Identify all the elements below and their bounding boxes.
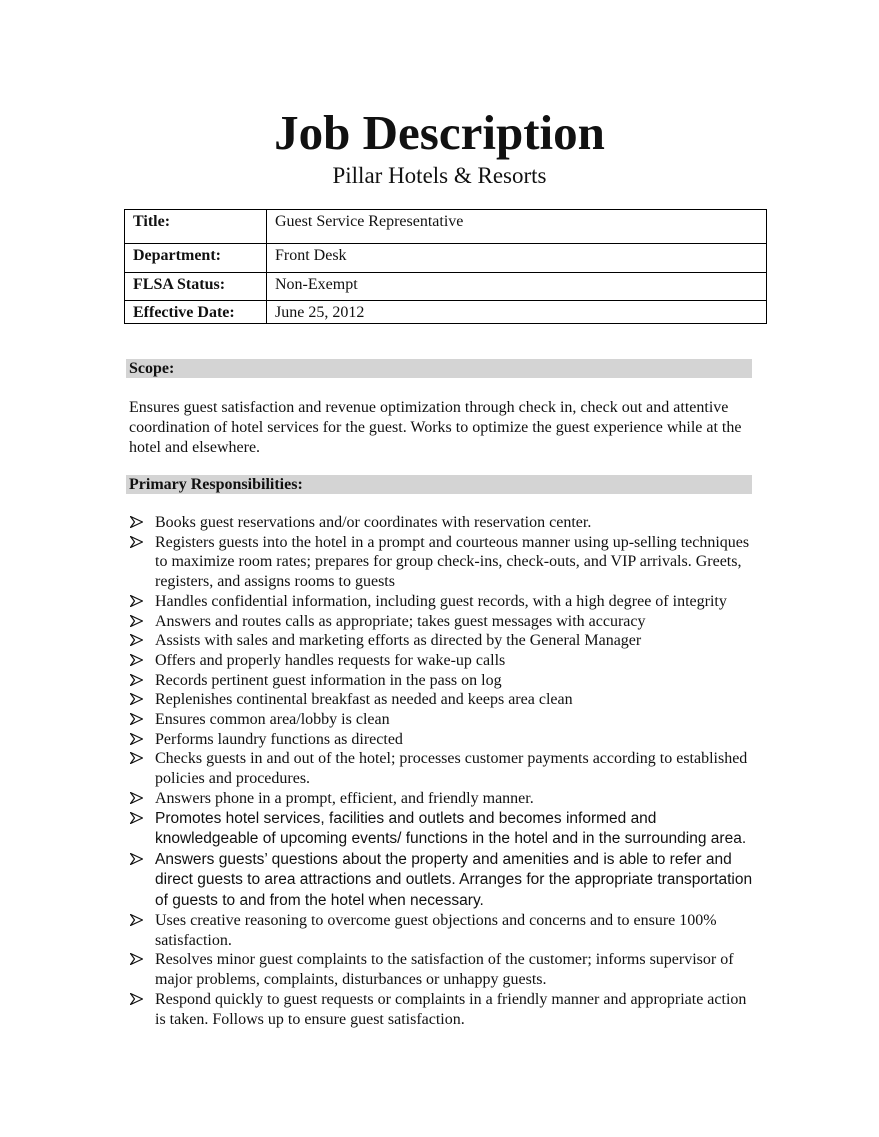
- job-info-table: [124, 209, 767, 324]
- list-item: Performs laundry functions as directed: [129, 730, 759, 750]
- company-name: Pillar Hotels & Resorts: [332, 163, 547, 188]
- title-value: Guest Service Representative: [267, 210, 767, 244]
- arrowhead-bullet-icon: [130, 595, 143, 607]
- list-item: Answers guests’ questions about the property and amenities and is able to refer and direct guests to area attractions and outlets. Arranges for the appropriate transportation of guests to and from the hotel when necessary.: [129, 850, 759, 912]
- document-title: Job Description: [274, 105, 605, 160]
- table-row: [125, 244, 767, 273]
- arrowhead-bullet-icon: [130, 693, 143, 705]
- arrowhead-bullet-icon: [130, 853, 143, 865]
- arrowhead-bullet-icon: [130, 792, 143, 804]
- scope-heading: Scope:: [126, 359, 752, 378]
- responsibilities-list: [129, 513, 759, 1029]
- department-value: Front Desk: [267, 244, 767, 273]
- list-item: Checks guests in and out of the hotel; processes customer payments according to established policies and procedures.: [129, 749, 759, 788]
- title-label: Title:: [125, 210, 267, 244]
- arrowhead-bullet-icon: [130, 674, 143, 686]
- responsibilities-heading: Primary Responsibilities:: [126, 475, 752, 494]
- flsa-status-value: Non-Exempt: [267, 273, 767, 301]
- department-label: Department:: [125, 244, 267, 273]
- arrowhead-bullet-icon: [130, 615, 143, 627]
- effective-date-label: Effective Date:: [125, 301, 267, 324]
- list-item: Promotes hotel services, facilities and outlets and becomes informed and knowledgeable of upcoming events/ functions in the hotel and in the surrounding area.: [129, 809, 759, 850]
- arrowhead-bullet-icon: [130, 634, 143, 646]
- list-item: Books guest reservations and/or coordinates with reservation center.: [129, 513, 759, 533]
- list-item: Replenishes continental breakfast as needed and keeps area clean: [129, 690, 759, 710]
- table-row: [125, 210, 767, 244]
- list-item: Ensures common area/lobby is clean: [129, 710, 759, 730]
- list-item: Registers guests into the hotel in a prompt and courteous manner using up-selling techniques to maximize room rates; prepares for group check-ins, check-outs, and VIP arrivals. Greets, registers, and assigns rooms to guests: [129, 533, 759, 592]
- list-item: Uses creative reasoning to overcome guest objections and concerns and to ensure 100% satisfaction.: [129, 911, 759, 950]
- list-item: Offers and properly handles requests for wake-up calls: [129, 651, 759, 671]
- arrowhead-bullet-icon: [130, 654, 143, 666]
- scope-text: Ensures guest satisfaction and revenue optimization through check in, check out and attentive coordination of hotel services for the guest. Works to optimize the guest experience while at the hotel and elsewhere.: [129, 399, 742, 456]
- list-item: Answers and routes calls as appropriate; takes guest messages with accuracy: [129, 612, 759, 632]
- arrowhead-bullet-icon: [130, 733, 143, 745]
- list-item: Answers phone in a prompt, efficient, and friendly manner.: [129, 789, 759, 809]
- list-item: Respond quickly to guest requests or complaints in a friendly manner and appropriate action is taken. Follows up to ensure guest satisfaction.: [129, 990, 759, 1029]
- arrowhead-bullet-icon: [130, 953, 143, 965]
- arrowhead-bullet-icon: [130, 516, 143, 528]
- list-item: Resolves minor guest complaints to the satisfaction of the customer; informs supervisor of major problems, complaints, disturbances or unhappy guests.: [129, 950, 759, 989]
- flsa-status-label: FLSA Status:: [125, 273, 267, 301]
- effective-date-value: June 25, 2012: [267, 301, 767, 324]
- table-row: [125, 273, 767, 301]
- arrowhead-bullet-icon: [130, 713, 143, 725]
- list-item: Assists with sales and marketing efforts as directed by the General Manager: [129, 631, 759, 651]
- table-row: [125, 301, 767, 324]
- arrowhead-bullet-icon: [130, 914, 143, 926]
- arrowhead-bullet-icon: [130, 536, 143, 548]
- list-item: Records pertinent guest information in the pass on log: [129, 671, 759, 691]
- arrowhead-bullet-icon: [130, 752, 143, 764]
- list-item: Handles confidential information, including guest records, with a high degree of integrity: [129, 592, 759, 612]
- arrowhead-bullet-icon: [130, 812, 143, 824]
- arrowhead-bullet-icon: [130, 993, 143, 1005]
